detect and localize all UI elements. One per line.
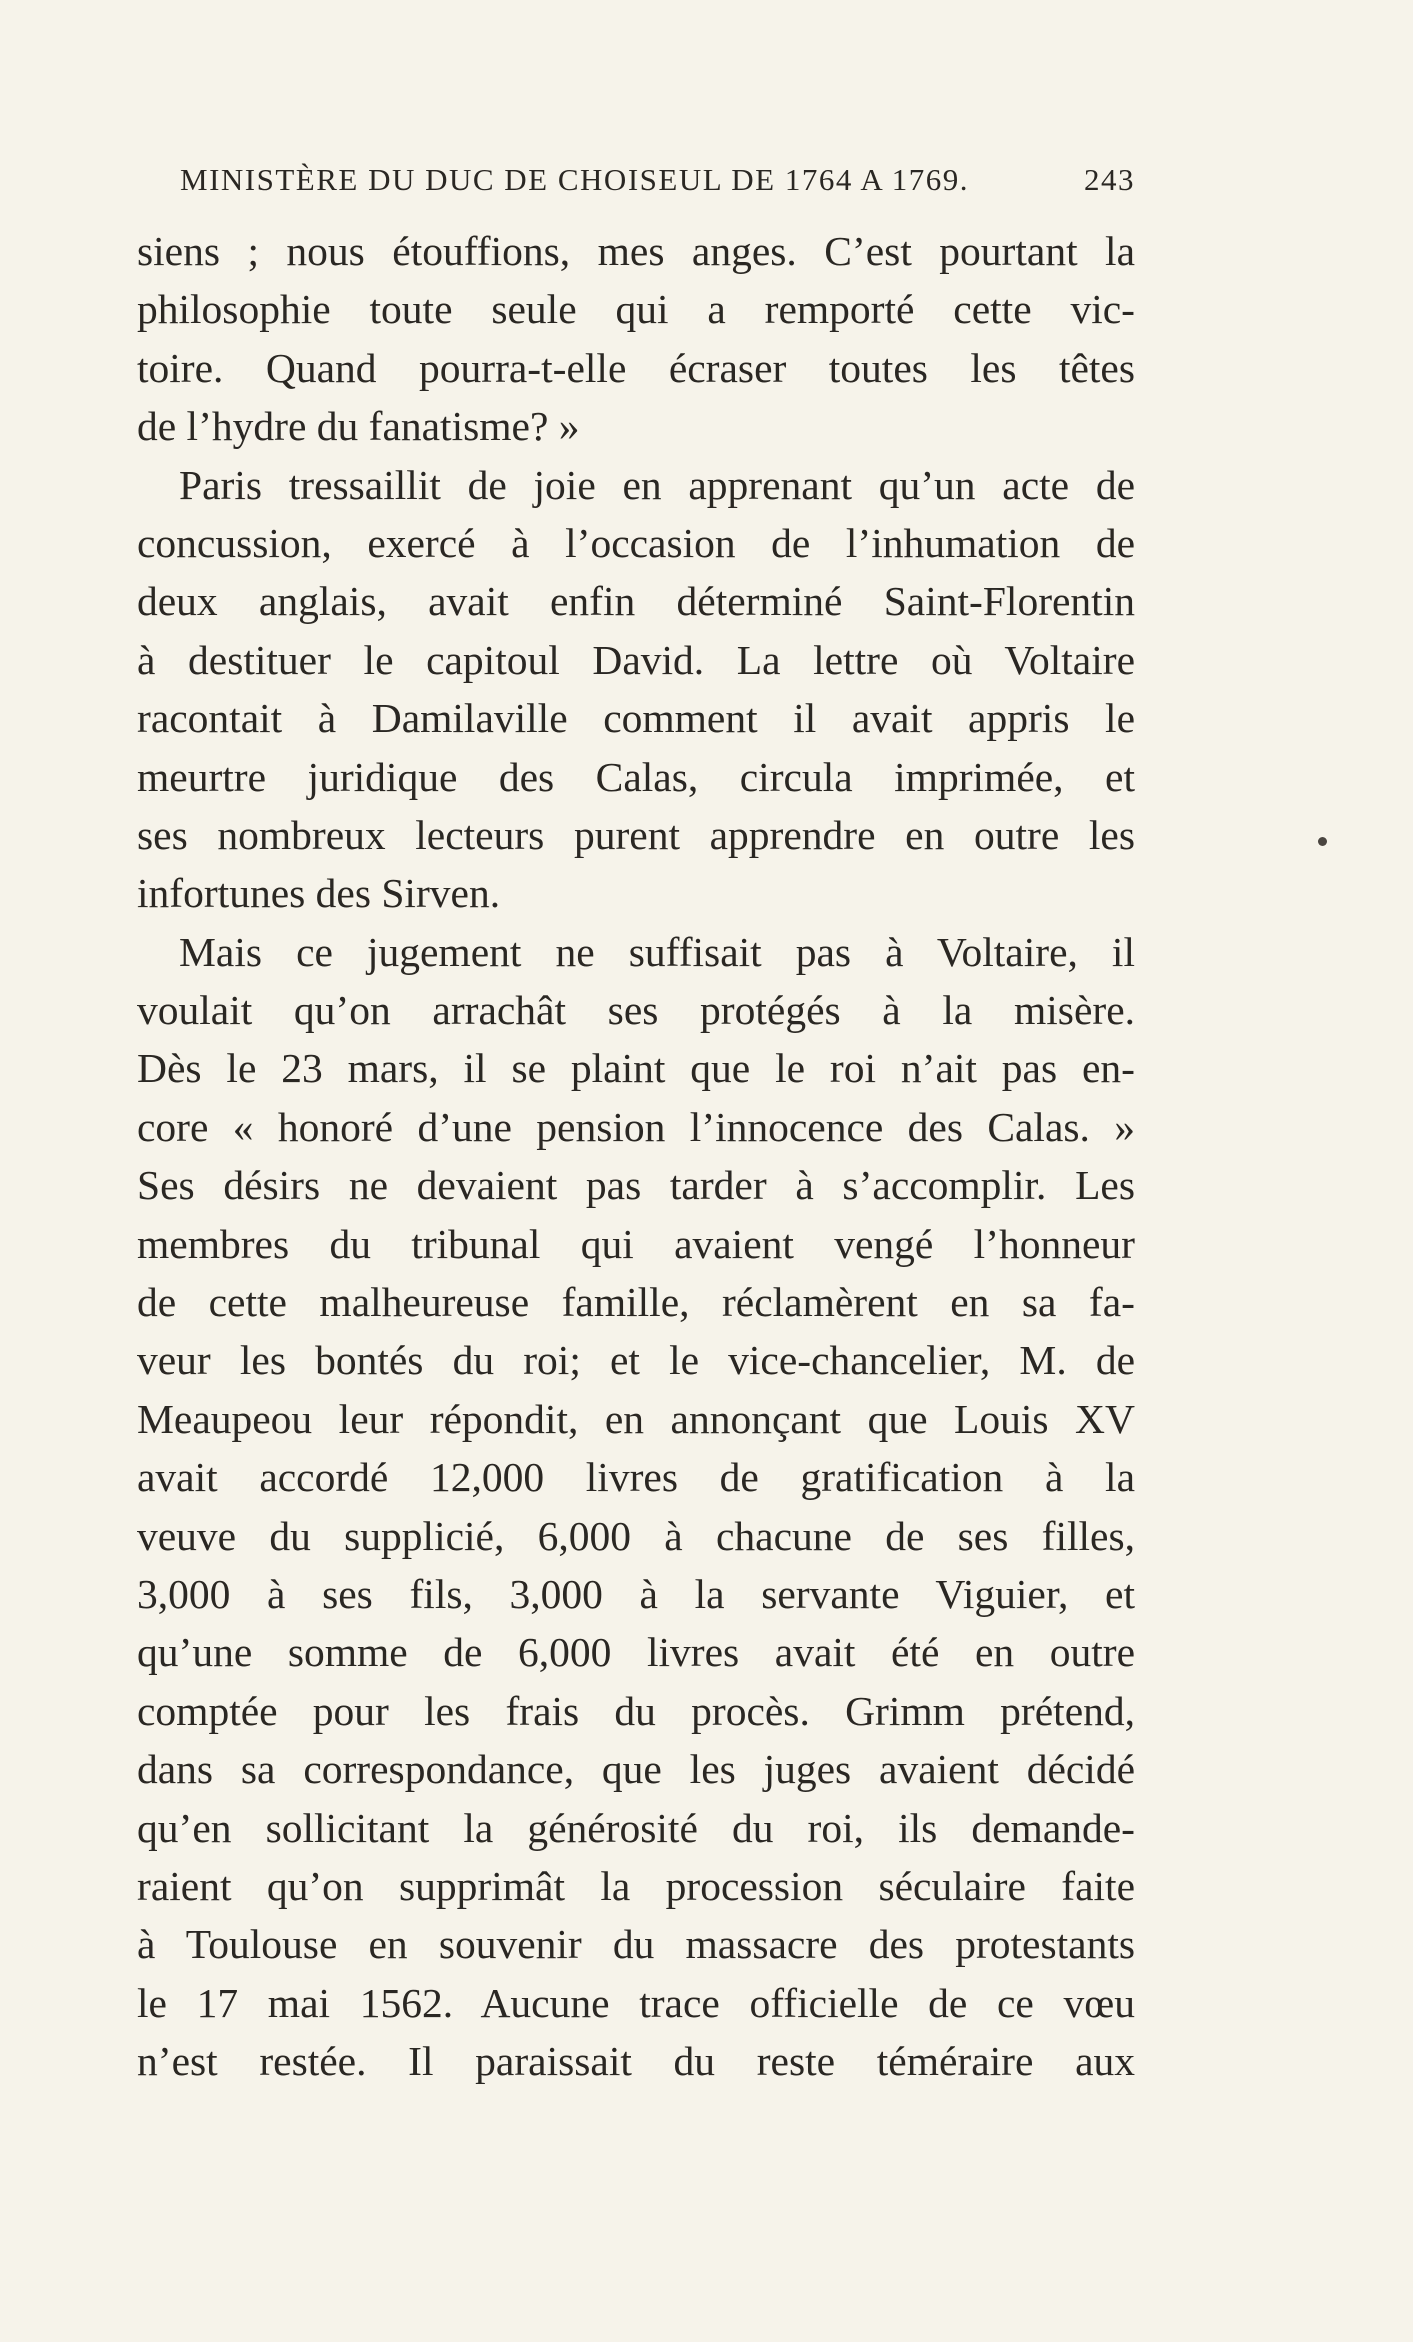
text-line: avait accordé 12,000 livres de gratification à la <box>137 1454 1135 1501</box>
text-line: ses nombreux lecteurs purent apprendre en outre les <box>137 811 1135 858</box>
running-head <box>180 162 1135 208</box>
text-line: qu’une somme de 6,000 livres avait été en outre <box>137 1629 1135 1676</box>
running-title: MINISTÈRE DU DUC DE CHOISEUL DE 1764 A 1769. <box>180 162 970 197</box>
text-line: à destituer le capitoul David. La lettre où Voltaire <box>137 636 1135 683</box>
text-line: Ses désirs ne devaient pas tarder à s’accomplir. Les <box>137 1162 1135 1209</box>
text-line: toire. Quand pourra-t-elle écraser toutes les têtes <box>137 344 1135 391</box>
text-line: siens ; nous étouffions, mes anges. C’est pourtant la <box>137 228 1135 274</box>
body-text <box>137 222 1135 2091</box>
text-line: voulait qu’on arrachât ses protégés à la misère. <box>137 987 1135 1034</box>
text-line: membres du tribunal qui avaient vengé l’honneur <box>137 1220 1135 1267</box>
text-line: n’est restée. Il paraissait du reste téméraire aux <box>137 2038 1135 2085</box>
text-line: veuve du supplicié, 6,000 à chacune de ses filles, <box>137 1512 1135 1559</box>
text-line: veur les bontés du roi; et le vice-chancelier, M. de <box>137 1337 1135 1384</box>
text-line: Dès le 23 mars, il se plaint que le roi n’ait pas en- <box>137 1045 1135 1092</box>
page-number: 243 <box>1084 162 1135 197</box>
text-line: raient qu’on supprimât la procession séculaire faite <box>137 1862 1135 1909</box>
text-line: comptée pour les frais du procès. Grimm prétend, <box>137 1687 1135 1734</box>
text-line: 3,000 à ses fils, 3,000 à la servante Viguier, et <box>137 1570 1135 1617</box>
text-line: infortunes des Sirven. <box>137 870 501 917</box>
text-line: racontait à Damilaville comment il avait appris le <box>137 695 1135 742</box>
text-line: Paris tressaillit de joie en apprenant qu’un acte de <box>179 461 1135 508</box>
text-line: à Toulouse en souvenir du massacre des protestants <box>137 1921 1135 1968</box>
text-line: Mais ce jugement ne suffisait pas à Voltaire, il <box>179 928 1135 975</box>
text-line: philosophie toute seule qui a remporté cette vic- <box>137 286 1135 333</box>
text-line: de cette malheureuse famille, réclamèrent en sa fa- <box>137 1279 1135 1326</box>
text-line: deux anglais, avait enfin déterminé Saint-Florentin <box>137 578 1135 625</box>
text-line: concussion, exercé à l’occasion de l’inhumation de <box>137 519 1135 566</box>
text-line: le 17 mai 1562. Aucune trace officielle de ce vœu <box>137 1979 1135 2026</box>
text-line: qu’en sollicitant la générosité du roi, ils demande- <box>137 1804 1135 1851</box>
text-line: meurtre juridique des Calas, circula imprimée, et <box>137 753 1135 800</box>
text-line: Meaupeou leur répondit, en annonçant que Louis XV <box>137 1395 1135 1442</box>
ink-speck <box>1318 837 1327 846</box>
text-line: dans sa correspondance, que les juges avaient décidé <box>137 1746 1135 1793</box>
text-line: de l’hydre du fanatisme? » <box>137 403 580 450</box>
text-line: core « honoré d’une pension l’innocence des Calas. » <box>137 1103 1135 1150</box>
